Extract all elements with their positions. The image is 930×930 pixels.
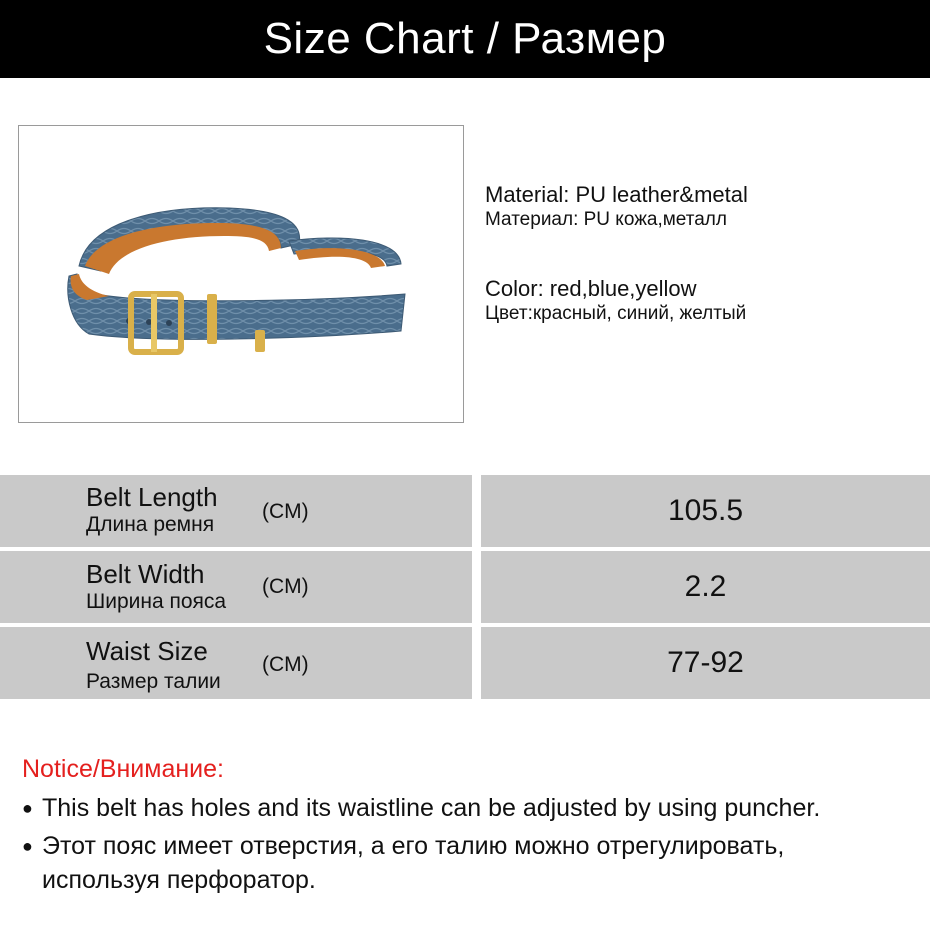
size-label-ru: Размер талии — [86, 670, 221, 693]
page-title: Size Chart / Размер — [263, 14, 667, 63]
bullet-icon: ● — [22, 836, 33, 856]
size-label-en: Belt Length — [86, 482, 218, 512]
size-label-en: Waist Size — [86, 636, 208, 666]
color-en: Color: red,blue,yellow — [485, 276, 697, 301]
notice-item — [22, 791, 927, 825]
bullet-icon: ● — [22, 798, 33, 818]
notice-text: Этот пояс имеет отверстия, а его талию можно отрегулировать, — [42, 832, 785, 860]
notice-text-continued: используя перфоратор. — [42, 866, 316, 894]
notice-text: This belt has holes and its waistline can be adjusted by using puncher. — [42, 794, 821, 822]
size-row-waist — [0, 627, 930, 699]
notice-item — [22, 829, 927, 897]
product-photo — [18, 125, 464, 423]
size-label-cell — [0, 475, 472, 547]
material-en: Material: PU leather&metal — [485, 182, 748, 207]
color-ru: Цвет:красный, синий, желтый — [485, 303, 747, 324]
size-unit: (CM) — [262, 500, 309, 523]
size-label-ru: Длина ремня — [86, 513, 215, 536]
material-spec — [485, 182, 748, 232]
size-value: 77-92 — [481, 627, 930, 699]
size-label-cell — [0, 551, 472, 623]
color-spec — [485, 276, 746, 326]
size-unit: (CM) — [262, 653, 309, 676]
belt-illustration — [19, 126, 463, 422]
size-label-cell — [0, 627, 472, 699]
size-value: 105.5 — [481, 475, 930, 547]
material-ru: Материал: PU кожа,металл — [485, 209, 727, 230]
size-row-width — [0, 551, 930, 623]
size-row-length — [0, 475, 930, 547]
notice-title: Notice/Внимание: — [22, 755, 224, 783]
size-label-ru: Ширина пояса — [86, 590, 227, 613]
size-label-en: Belt Width — [86, 559, 205, 589]
page-header — [0, 0, 930, 78]
size-unit: (CM) — [262, 575, 309, 598]
size-value: 2.2 — [481, 551, 930, 623]
